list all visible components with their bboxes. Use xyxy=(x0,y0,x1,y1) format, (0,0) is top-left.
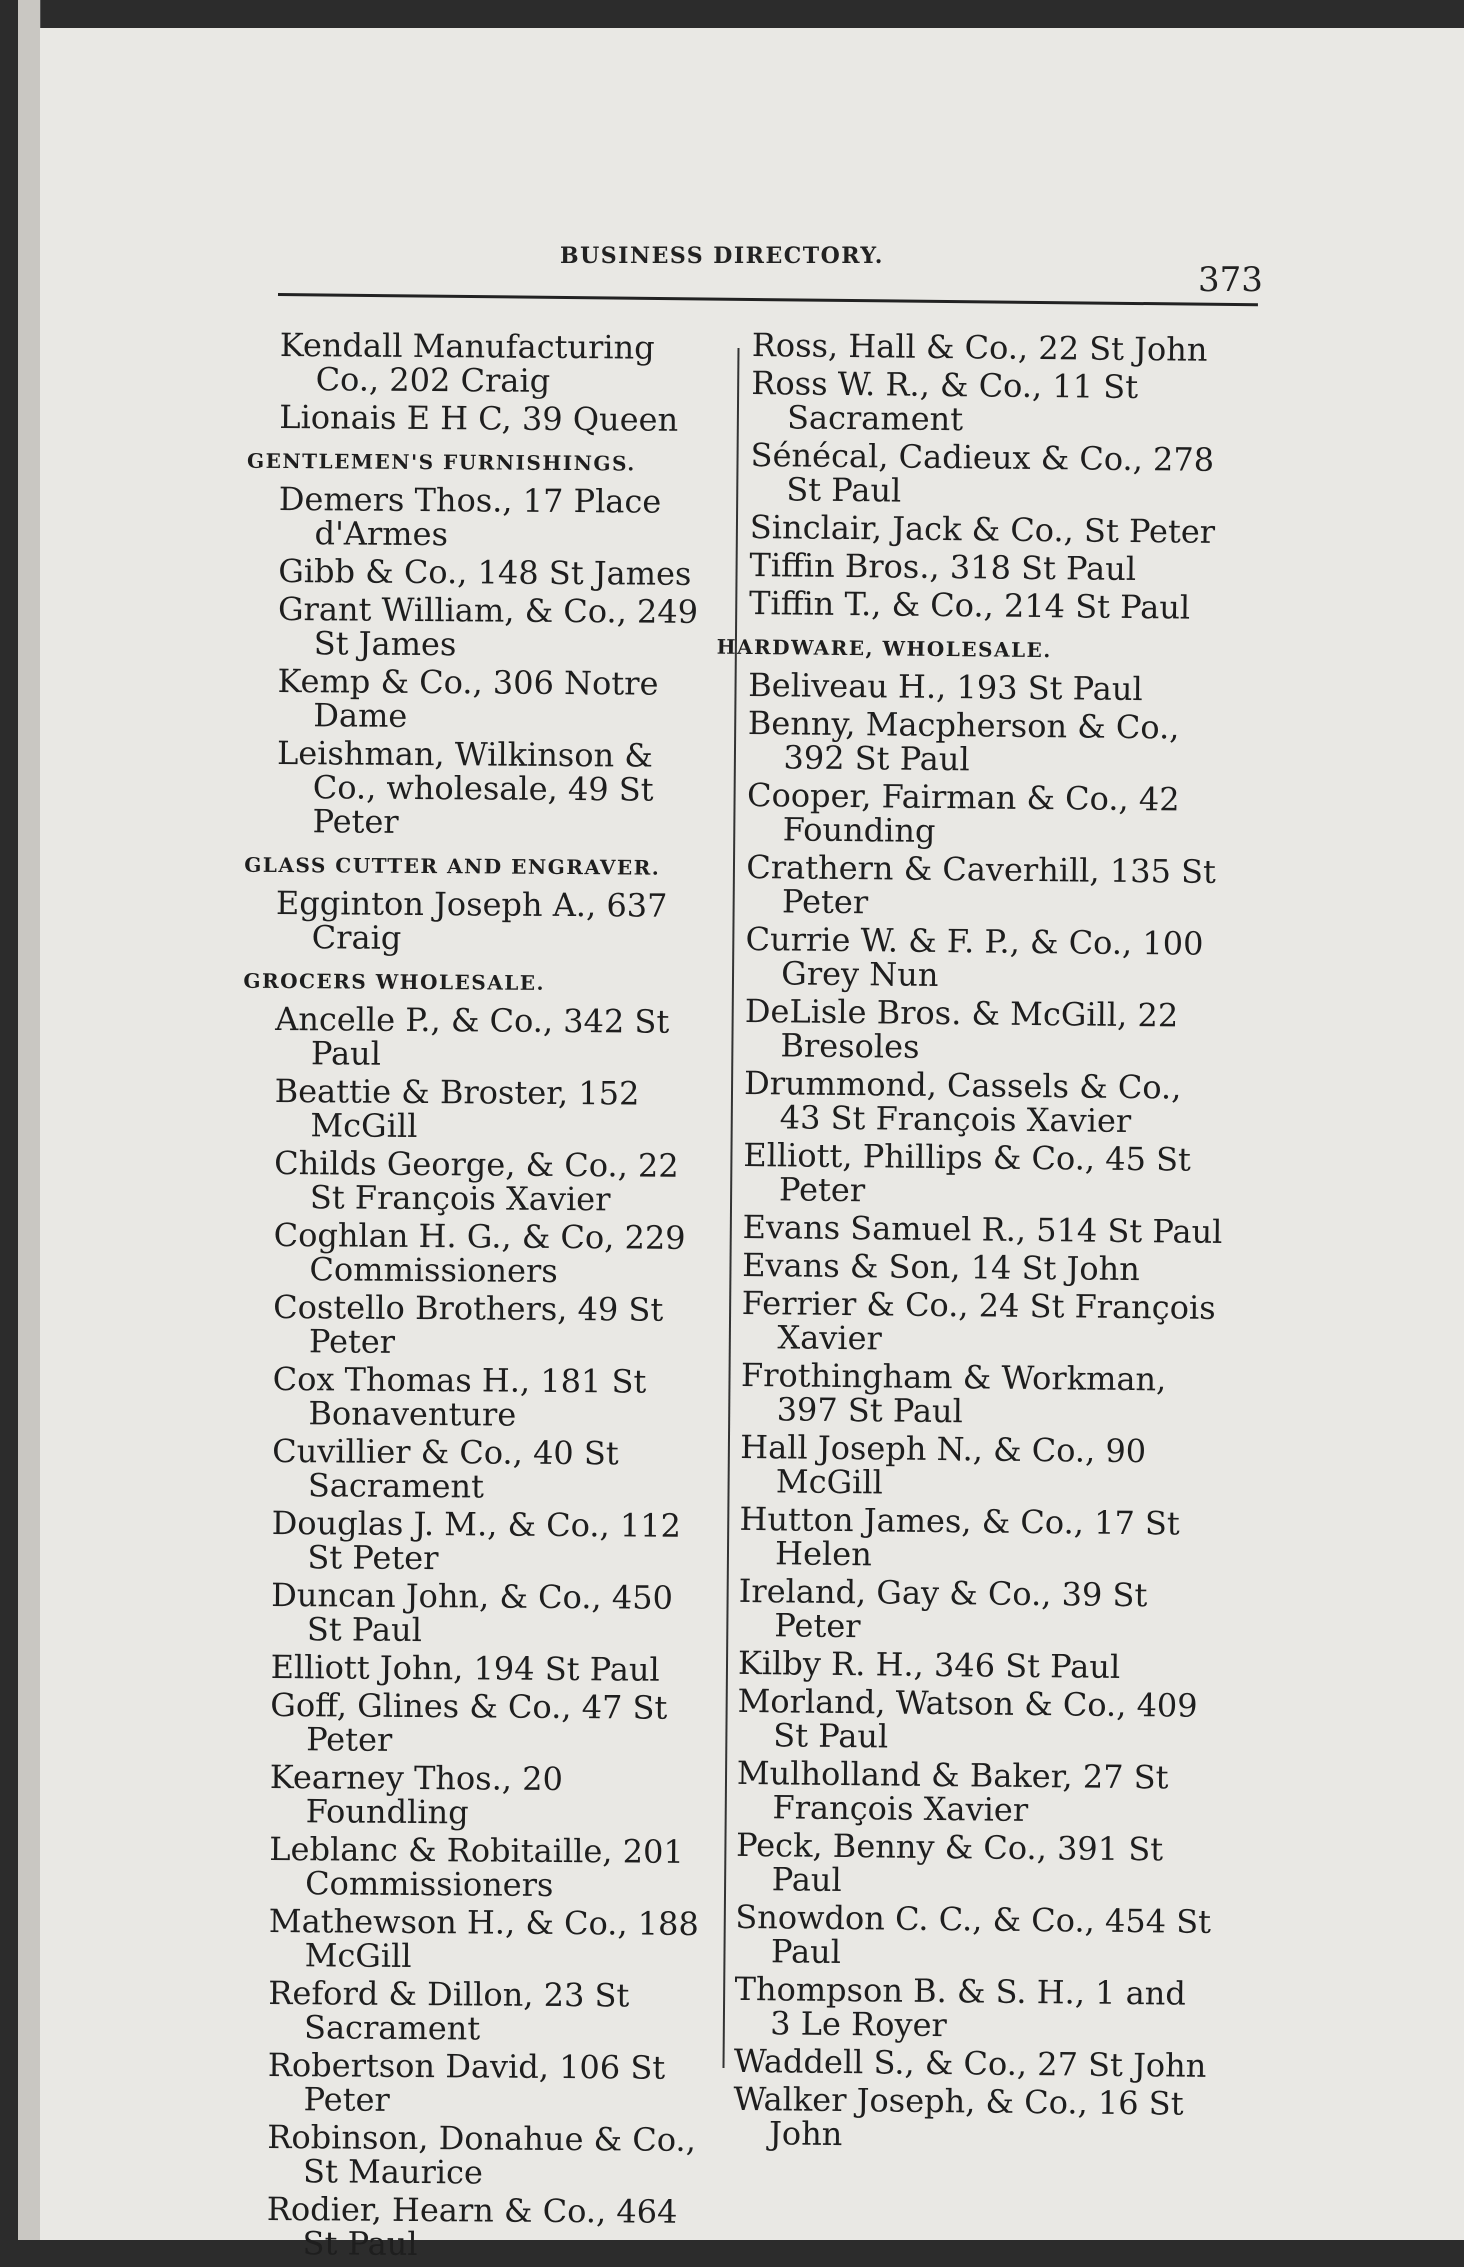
list-item: Ireland, Gay & Co., 39 St Peter xyxy=(738,1571,1148,1646)
section-heading: GLASS CUTTER AND ENGRAVER. xyxy=(244,852,661,880)
section-heading: GENTLEMEN'S FURNISHINGS. xyxy=(246,448,636,476)
list-item: Robertson David, 106 St Peter xyxy=(267,2045,666,2119)
page-edge-strip xyxy=(18,0,41,2240)
list-item: Thompson B. & S. H., 1 and 3 Le Royer xyxy=(734,1969,1187,2045)
list-item: Cox Thomas H., 181 St Bonaventure xyxy=(272,1359,647,1434)
list-item: Evans & Son, 14 St John xyxy=(741,1245,1141,1289)
list-item: Evans Samuel R., 514 St Paul xyxy=(742,1207,1223,1251)
list-item: Kendall Manufacturing Co., 202 Craig xyxy=(279,326,655,400)
list-item: Beattie & Broster, 152 McGill xyxy=(274,1071,640,1145)
list-item: Hutton James, & Co., 17 St Helen xyxy=(739,1499,1180,1574)
list-item: Peck, Benny & Co., 391 St Paul xyxy=(735,1825,1164,1900)
right-column xyxy=(716,326,1232,2159)
list-item: Coghlan H. G., & Co, 229 Commissioners xyxy=(273,1215,686,1290)
list-item: Robinson, Donahue & Co., St Maurice xyxy=(267,2117,696,2192)
list-item: Reford & Dillon, 23 St Sacrament xyxy=(268,1973,630,2048)
section-heading: GROCERS WHOLESALE. xyxy=(243,968,546,995)
list-item: Gibb & Co., 148 St James xyxy=(278,551,692,593)
list-item: Lionais E H C, 39 Queen xyxy=(279,397,679,439)
list-item: Goff, Glines & Co., 47 St Peter xyxy=(270,1685,668,1759)
list-item: Elliott John, 194 St Paul xyxy=(270,1647,660,1689)
list-item: Kemp & Co., 306 Notre Dame xyxy=(277,661,659,735)
list-item: Snowdon C. C., & Co., 454 St Paul xyxy=(735,1897,1212,1972)
list-item: Morland, Watson & Co., 409 St Paul xyxy=(737,1681,1198,1756)
list-item: Tiffin Bros., 318 St Paul xyxy=(749,545,1137,589)
header-rule xyxy=(278,293,1258,306)
page-number: 373 xyxy=(1198,260,1263,300)
list-item: Demers Thos., 17 Place d'Armes xyxy=(278,479,662,554)
running-header: BUSINESS DIRECTORY. xyxy=(560,243,884,269)
list-item: Rodier, Hearn & Co., 464 St Paul xyxy=(266,2189,678,2264)
section-heading: HARDWARE, WHOLESALE. xyxy=(716,634,1052,663)
list-item: Drummond, Cassels & Co., 43 St François Xavier xyxy=(743,1063,1182,1141)
list-item: Kearney Thos., 20 Foundling xyxy=(269,1757,564,1832)
list-item: Cooper, Fairman & Co., 42 Founding xyxy=(746,775,1180,850)
list-item: Currie W. & F. P., & Co., 100 Grey Nun xyxy=(745,919,1204,994)
list-item: DeLisle Bros. & McGill, 22 Bresoles xyxy=(744,991,1179,1066)
list-item: Cuvillier & Co., 40 St Sacrament xyxy=(272,1431,619,1506)
list-item: Kilby R. H., 346 St Paul xyxy=(737,1643,1121,1686)
list-item: Sénécal, Cadieux & Co., 278 St Paul xyxy=(750,435,1215,510)
list-item: Frothingham & Workman, 397 St Paul xyxy=(740,1355,1167,1431)
list-item: Childs George, & Co., 22 St François Xavier xyxy=(274,1143,679,1219)
list-item: Douglas J. M., & Co., 112 St Peter xyxy=(271,1503,682,1578)
list-item: Waddell S., & Co., 27 St John xyxy=(733,2041,1207,2085)
left-column xyxy=(243,326,720,2267)
list-item: Hall Joseph N., & Co., 90 McGill xyxy=(740,1427,1147,1502)
list-item: Walker Joseph, & Co., 16 St John xyxy=(733,2079,1184,2154)
list-item: Crathern & Caverhill, 135 St Peter xyxy=(746,847,1217,922)
list-item: Ross W. R., & Co., 11 St Sacrament xyxy=(751,363,1139,439)
list-item: Grant William, & Co., 249 St James xyxy=(277,589,699,664)
list-item: Duncan John, & Co., 450 St Paul xyxy=(271,1575,674,1650)
list-item: Costello Brothers, 49 St Peter xyxy=(273,1287,664,1361)
list-item: Leblanc & Robitaille, 201 Commissioners xyxy=(269,1829,684,1904)
list-item: Mulholland & Baker, 27 St François Xavier xyxy=(736,1753,1169,1829)
list-item: Elliott, Phillips & Co., 45 St Peter xyxy=(743,1135,1192,1210)
directory-page xyxy=(40,28,1464,2264)
list-item: Tiffin T., & Co., 214 St Paul xyxy=(748,583,1191,627)
list-item: Mathewson H., & Co., 188 McGill xyxy=(268,1901,699,1975)
list-item: Sinclair, Jack & Co., St Peter xyxy=(749,507,1216,551)
list-item: Egginton Joseph A., 637 Craig xyxy=(275,883,668,957)
list-item: Ferrier & Co., 24 St François Xavier xyxy=(741,1283,1216,1358)
list-item: Ancelle P., & Co., 342 St Paul xyxy=(275,999,670,1073)
list-item: Leishman, Wilkinson & Co., wholesale, 49 St Peter xyxy=(276,733,654,841)
list-item: Benny, Macpherson & Co., 392 St Paul xyxy=(747,703,1180,779)
list-item: Beliveau H., 193 St Paul xyxy=(748,665,1143,709)
list-item: Ross, Hall & Co., 22 St John xyxy=(751,326,1208,369)
